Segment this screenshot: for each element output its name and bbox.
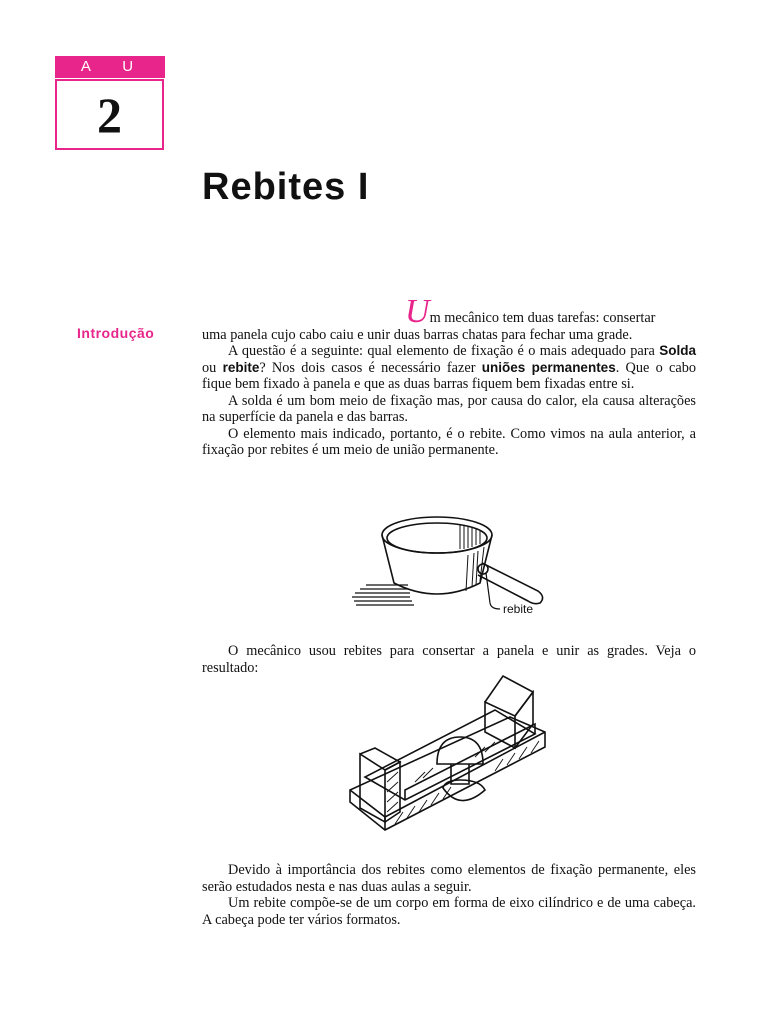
intro-paragraph-1: uma panela cujo cabo caiu e unir duas barras chatas para fechar uma grade. (202, 326, 633, 343)
intro-first-line-text: m mecânico tem duas tarefas: consertar (429, 310, 656, 326)
p2-text-c: ? Nos dois casos é necessário fazer (259, 359, 482, 376)
keyword-rebite: rebite (222, 359, 260, 375)
p2-text-b: ou (202, 359, 223, 376)
intro-paragraph-2 (202, 343, 696, 393)
keyword-solda: Solda (659, 343, 697, 358)
rebite-label: rebite (503, 602, 534, 616)
p2-text-a: A questão é a seguinte: qual elemento de fixação é o mais adequado para (228, 343, 655, 359)
aula-number: 2 (55, 79, 164, 150)
aula-label: A U L A (55, 56, 165, 78)
intro-text (202, 293, 697, 459)
keyword-unioes: uniões permanentes (481, 359, 616, 375)
intro-paragraph-4: O elemento mais indicado, portanto, é o rebite. Como vimos na aula anterior, a fixação por rebites é um meio de união permanente. (202, 425, 696, 458)
riveted-bars-figure (345, 672, 550, 852)
intro-first-line (202, 293, 696, 330)
section-label: Introdução (77, 325, 155, 341)
drop-cap: U (405, 293, 430, 330)
closing-paragraph-1: Devido à importância dos rebites como elementos de fixação permanente, eles serão estudados nesta e nas duas aulas a seguir. (202, 862, 696, 895)
closing-text (202, 862, 696, 928)
intro-paragraph-3: A solda é um bom meio de fixação mas, por causa do calor, ela causa alterações na superfície da panela e das barras. (202, 392, 696, 425)
closing-paragraph-2: Um rebite compõe-se de um corpo em forma de eixo cilíndrico e de uma cabeça. A cabeça pode ter vários formatos. (202, 895, 696, 928)
page-title: Rebites I (202, 166, 370, 208)
p2-text-d: . Que o cabo fique bem fixado à panela e que as duas barras fiquem bem fixadas entre si. (202, 359, 696, 392)
middle-paragraph: O mecânico usou rebites para consertar a panela e unir as grades. Veja o resultado: (202, 643, 696, 676)
